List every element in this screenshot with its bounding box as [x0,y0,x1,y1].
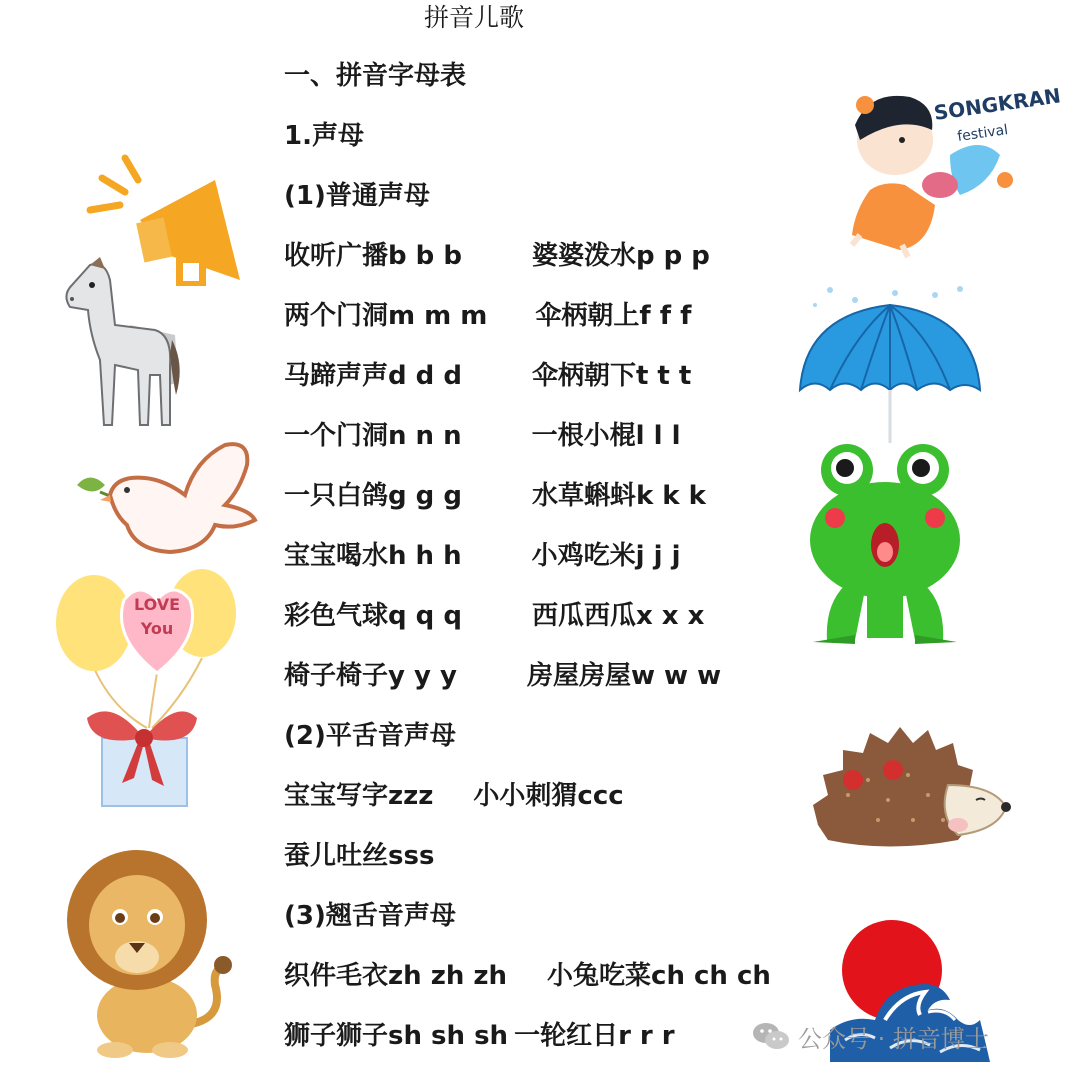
rhyme-right: 西瓜西瓜x x x [531,601,705,631]
rhyme-left: 一只白鸽g g g [284,481,462,511]
rhyme-left: 蚕儿吐丝sss [284,841,435,871]
rhyme-row [284,778,624,814]
subsection-heading: 1.声母 [284,121,364,151]
rhyme-left: 宝宝喝水h h h [284,541,462,571]
balloon-text-love: LOVE [133,595,181,614]
rhyme-left: 狮子狮子sh sh sh [284,1021,509,1051]
horse-icon [60,255,185,435]
rhyme-right: 房屋房屋w w w [526,661,722,691]
rhyme-row [284,358,691,394]
rhyme-right: 伞柄朝下t t t [531,361,692,391]
rhyme-right: 伞柄朝上f f f [535,301,692,331]
rhyme-right: 一轮红日r r r [514,1021,675,1051]
rhyme-right: 小鸡吃米j j j [531,541,681,571]
umbrella-icon [795,285,985,445]
balloon-text-you: You [140,619,174,638]
rhyme-right: 小兔吃菜ch ch ch [547,961,771,991]
rhyme-left: 一个门洞n n n [284,421,462,451]
dove-icon [75,440,260,555]
songkran-girl-icon [840,83,1063,265]
rhyme-left: 收听广播b b b [284,241,462,271]
balloons-gift-icon [52,568,242,813]
section-heading: 一、拼音字母表 [284,61,467,91]
rhyme-left: 马蹄声声d d d [284,361,462,391]
group-heading-1: (1)普通声母 [284,181,430,211]
rhyme-left: 织件毛衣zh zh zh [284,961,508,991]
frog-icon [805,440,965,645]
watermark-text: 公众号 · 拼音博士 [798,1024,989,1053]
rhyme-row [284,1018,675,1054]
songkran-text: SONGKRAN [932,83,1063,125]
group-heading-2: (2)平舌音声母 [284,721,456,751]
rhyme-right: 水草蝌蚪k k k [531,481,706,511]
rhyme-row [284,538,680,574]
watermark [752,1016,989,1056]
page-title: 拼音儿歌 [424,3,525,32]
rhyme-row [284,238,710,274]
rhyme-row [284,478,706,514]
rhyme-right: 婆婆泼水p p p [531,241,710,271]
festival-text: festival [956,122,1010,145]
lion-icon [65,845,240,1060]
rhyme-row [284,598,704,634]
group-heading-3: (3)翘舌音声母 [284,901,456,931]
hedgehog-icon [808,725,1013,855]
rhyme-left: 两个门洞m m m [284,301,488,331]
rhyme-right: 一根小棍l l l [531,421,681,451]
rhyme-right: 小小刺猬ccc [473,781,624,811]
rhyme-left: 彩色气球q q q [284,601,462,631]
rhyme-left: 椅子椅子y y y [284,661,457,691]
rhyme-row [284,838,434,874]
rhyme-row [284,418,680,454]
rhyme-left: 宝宝写字zzz [284,781,434,811]
rhyme-row [284,658,721,694]
wechat-icon [752,1021,790,1051]
rhyme-row [284,958,771,994]
rhyme-row [284,298,691,334]
